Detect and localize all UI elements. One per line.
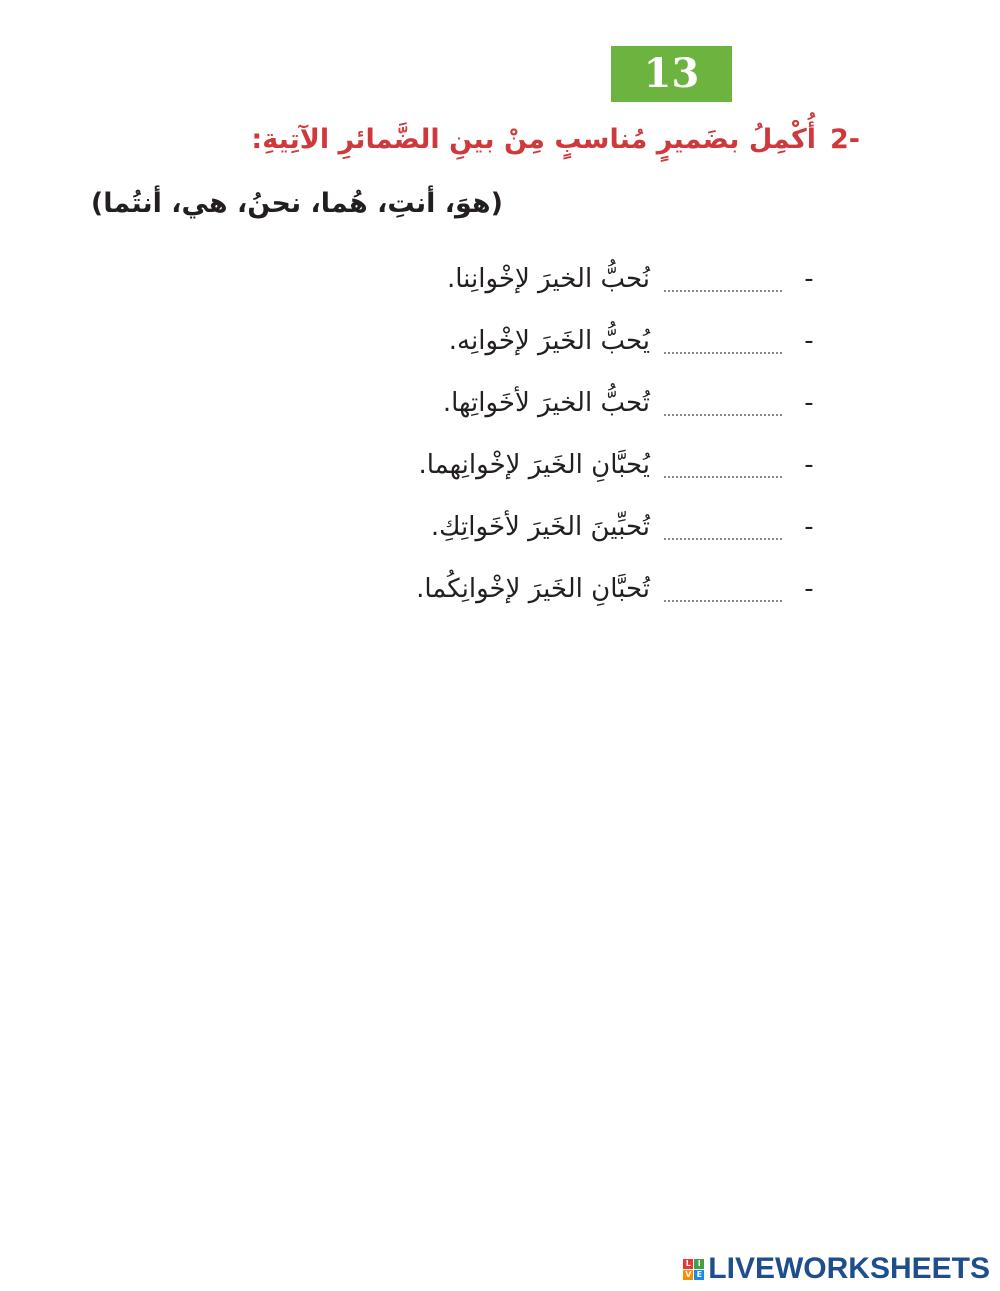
answer-blank-3[interactable] <box>664 396 782 416</box>
logo-letter-v: V <box>685 1269 692 1279</box>
sentence-text-4: يُحبَّانِ الخَيرَ لإخْوانِهما. <box>418 450 650 480</box>
answer-blank-2[interactable] <box>664 334 782 354</box>
bullet-dash: - <box>804 264 814 294</box>
logo-letter-i: I <box>694 1259 704 1269</box>
liveworksheets-brand <box>683 1251 990 1287</box>
bullet-dash: - <box>804 326 814 356</box>
sentence-row-1 <box>162 248 822 310</box>
answer-blank-4[interactable] <box>664 458 782 478</box>
bullet-dash: - <box>804 388 814 418</box>
brand-name: LIVEWORKSHEETS <box>708 1252 990 1285</box>
instruction-text: أُكْمِلُ بضَميرٍ مُناسبٍ مِنْ بينِ الضَّمائرِ الآتِيةِ: <box>251 124 816 155</box>
sentence-text-6: تُحبَّانِ الخَيرَ لإخْوانِكُما. <box>416 574 650 604</box>
sentence-text-3: تُحبُّ الخيرَ لأخَواتِها. <box>442 388 650 418</box>
liveworksheets-logo-icon <box>683 1259 704 1280</box>
sentence-row-4 <box>162 434 822 496</box>
bullet-dash: - <box>804 512 814 542</box>
answer-blank-1[interactable] <box>664 272 782 292</box>
bullet-dash: - <box>804 574 814 604</box>
sentence-list <box>162 248 822 620</box>
pronoun-options: (هوَ، أنتِ، هُما، نحنُ، هي، أنتُما) <box>90 188 503 219</box>
exercise-instruction <box>251 124 860 155</box>
exercise-number: -2 <box>829 124 860 155</box>
sentence-row-6 <box>162 558 822 620</box>
sentence-text-5: تُحبِّينَ الخَيرَ لأخَواتِكِ. <box>430 512 650 542</box>
sentence-text-2: يُحبُّ الخَيرَ لإخْوانِه. <box>448 326 650 356</box>
answer-blank-5[interactable] <box>664 520 782 540</box>
sentence-row-5 <box>162 496 822 558</box>
logo-letter-l: L <box>683 1259 693 1269</box>
logo-letter-e: E <box>694 1270 704 1280</box>
sentence-row-3 <box>162 372 822 434</box>
sentence-row-2 <box>162 310 822 372</box>
sentence-text-1: نُحبُّ الخيرَ لإخْوانِنا. <box>446 264 650 294</box>
page-number-badge: 13 <box>611 46 732 102</box>
bullet-dash: - <box>804 450 814 480</box>
answer-blank-6[interactable] <box>664 582 782 602</box>
